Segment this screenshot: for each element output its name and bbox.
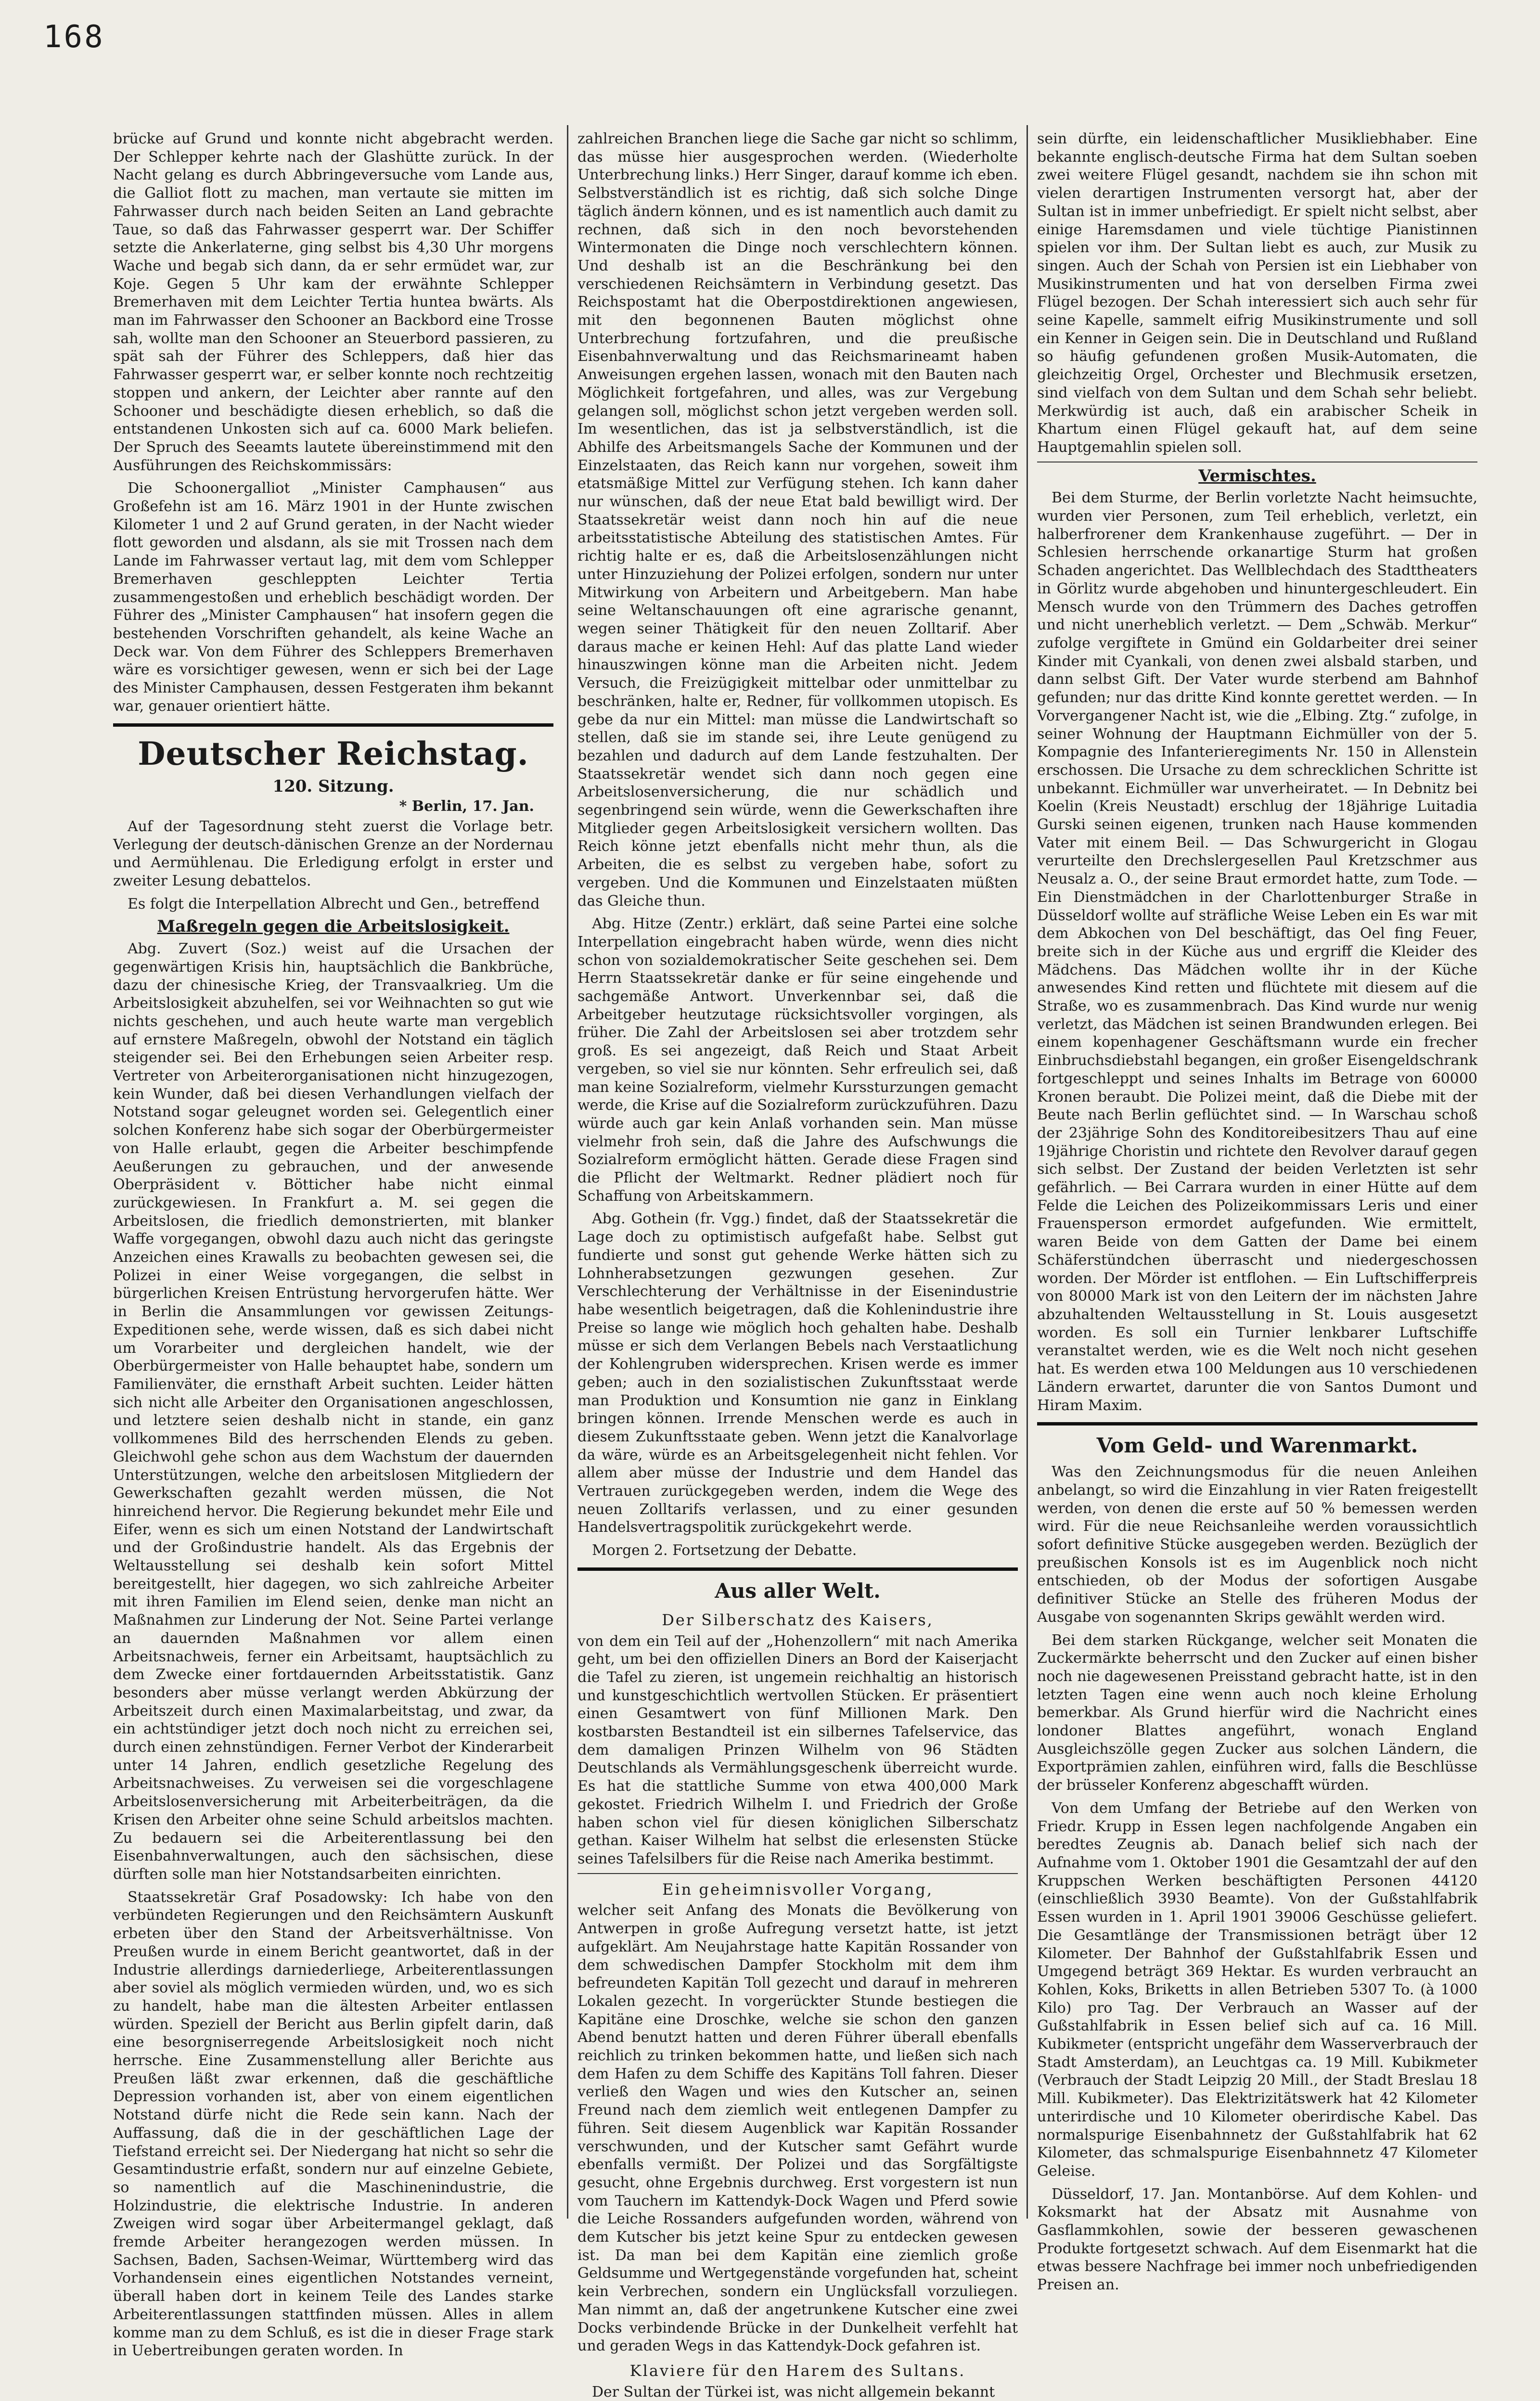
section-title-reichstag: Deutscher Reichstag. <box>138 734 529 772</box>
seeamt-verdict: Die Schoonergalliot „Minister Camphausen“ aus Großefehn ist am 16. März 1901 in der Hunte zwischen Kilometer 1 und 2 auf Grund geraten, in der Nacht wieder flott geworden und alsdann, als sie mit Trossen nach dem Lande im Fahrwasser vertaut lag, mit dem vom Schlepper Bremerhaven geschleppten Leichter Tertia zusammengestoßen und erheblich beschädigt worden. Der Führer des „Minister Camphausen“ hat insofern gegen die bestehenden Vorschriften gehandelt, als keine Wache an Deck war. Von dem Führer des Schleppers Bremerhaven wäre es vorsichtiger gewesen, wenn er sich bei der Lage des Minister Camphausen, dessen Festgeraten ihm bekannt war, genauer orientiert hätte. <box>113 480 553 715</box>
agenda-text: Auf der Tagesordnung steht zuerst die Vorlage betr. Verlegung der deutsch-dänischen Grenze an der Nordernau und Aermühlenau. Die Erledigung erfolgt in erster und zweiter Lesung debattelos. <box>113 818 553 890</box>
item-heading: Der Silberschatz des Kaisers, <box>662 1610 934 1629</box>
section-title-aus-aller-welt: Aus aller Welt. <box>715 1579 881 1603</box>
item-heading: Ein geheimnisvoller Vorgang, <box>662 1880 933 1899</box>
speech-hitze: Abg. Hitze (Zentr.) erklärt, daß seine Partei eine solche Interpellation eingebracht haben würde, wenn dies nicht schon von sozialdemokratischer Seite geschehen sei. Dem Herrn Staatssekretär danke er für seine eingehende und sachgemäße Antwort. Unverkennbar sei, daß die Arbeitgeber heutzutage rücksichtsvoller vorgingen, als früher. Die Zahl der Arbeitslosen sei aber trotzdem sehr groß. Es sei angezeigt, daß Reich und Staat Arbeit vergeben, so viel sie nur könnten. Sehr erfreulich sei, daß man keine Sozialreform, vielmehr Kurssturzungen gemacht werde, die Krise auf die Sozialreform zurückzuführen. Dazu würde auch gar kein Anlaß vorhanden sein. Man müsse vielmehr froh sein, daß die Jahre des Aufschwungs die Sozialreform ermöglicht hätten. Gerade diese Fragen sind die Pflicht der Weltmarkt. Redner plädiert noch für Schaffung von Arbeitskammern. <box>578 915 1018 1205</box>
article-text: zahlreichen Branchen liege die Sache gar nicht so schlimm, das müsse hier ausgesprochen werden. (Wiederholte Unterbrechung links.) Herr Singer, darauf komme ich eben. Selbstverständlich ist es richtig, daß sich solche Dinge täglich ändern können, und es ist namentlich auch damit zu rechnen, daß sich in den noch bevorstehenden Wintermonaten die Dinge noch verschlechtern können. Und deshalb ist an die Beschränkung bei den verschiedenen Reichsämtern in Verbindung gesetzt. Das Reichspostamt hat die Oberpostdirektionen angewiesen, mit den begonnenen Bauten möglichst ohne Unterbrechung fortzufahren, und die preußische Eisenbahnverwaltung und das Reichsmarineamt haben Anweisungen ergehen lassen, wonach mit den Bauten nach Möglichkeit fortgefahren, und alles, was zur Vergebung gelangen soll, möglichst schon jetzt vergeben werden soll. Im wesentlichen, das ist ja selbstverständlich, ist die Abhilfe des Arbeitsmangels Sache der Kommunen und der Einzelstaaten, das Reich kann nur vorgehen, soweit ihm etatsmäßige Mittel zur Verfügung stehen. Ich kann daher nur wünschen, daß der neue Etat bald bewilligt wird. Der Staatssekretär weist dann noch hin auf die neue arbeitsstatistische Abteilung des statistischen Amtes. Für richtig halte er es, daß die Arbeitslosenzählungen nicht unter Hinzuziehung der Polizei erfolgen, sondern nur unter Mitwirkung von Arbeitern und Arbeitgebern. Man habe seine Weltanschauungen oft eine agrarische genannt, wegen seiner Thätigkeit für den neuen Zolltarif. Aber daraus mache er keinen Hehl: Auf das platte Land wieder hinauszwingen könne man die Arbeiten nicht. Jedem Versuch, die Freizügigkeit mittelbar oder unmittelbar zu beschränken, halte er, Redner, für vollkommen utopisch. Es gebe da nur ein Mittel: man müsse die Landwirtschaft so stellen, daß sie im stande sei, ihre Leute genügend zu bezahlen und dadurch auf dem Lande festzuhalten. Der Staatssekretär wendet sich dann noch gegen eine Arbeitslosenversicherung, die nur schädlich und segenbringend sein würde, wenn die Gewerkschaften ihre Mitglieder gegen Arbeitslosigkeit versichern wollten. Das Reich könne jetzt ebenfalls nicht mehr thun, als die Arbeiten, die es selbst zu vergeben habe, sofort zu vergeben. Und die Kommunen und Einzelstaaten müßten das Gleiche thun. <box>578 130 1018 910</box>
article-text: brücke auf Grund und konnte nicht abgebracht werden. Der Schlepper kehrte nach der Glashütte zurück. In der Nacht gelang es durch Abbringeversuche vom Lande aus, die Galliot flott zu machen, man vertaute sie mitten im Fahrwasser durch nach beiden Seiten an Land gebrachte Taue, so daß das Fahrwasser gesperrt war. Der Schiffer setzte die Ankerlaterne, ging selbst bis 4,30 Uhr morgens Wache und begab sich dann, da er sehr ermüdet war, zur Koje. Gegen 5 Uhr kam der erwähnte Schlepper Bremerhaven mit dem Leichter Tertia huntea bwärts. Als man im Fahrwasser den Schooner an Backbord eine Trosse sah, wollte man den Schooner an Steuerbord passieren, zu spät sah der Führer des Schleppers, daß hier das Fahrwasser gesperrt war, er selber konnte noch rechtzeitig stoppen und ankern, der Leichter aber rannte auf den Schooner und beschädigte diesen erheblich, so daß die entstandenen Unkosten sich auf ca. 6000 Mark beliefen. Der Spruch des Seeamts lautete übereinstimmend mit den Ausführungen des Reichskommissärs: <box>113 130 553 474</box>
market-text: Düsseldorf, 17. Jan. Montanbörse. Auf dem Kohlen- und Koksmarkt hat der Absatz mit Ausnahme von Gasflammkohlen, sowie der besseren gewaschenen Produkte fortgesetzt schwach. Auf dem Eisenmarkt hat die etwas bessere Nachfrage bei immer noch unbefriedigenden Preisen an. <box>1037 2185 1477 2294</box>
speech-zuvert: Abg. Zuvert (Soz.) weist auf die Ursachen der gegenwärtigen Krisis hin, hauptsächlich die Bankbrüche, dazu der chinesische Krieg, der Transvaalkrieg. Um die Arbeitslosigkeit abzuhelfen, sei vor Weihnachten so gut wie nichts geschehen, und auch heute warte man vergeblich auf ernstere Maßregeln, obwohl der Notstand ein täglich steigender sei. Bei den Erhebungen seien Arbeiter resp. Vertreter von Arbeiterorganisationen nicht hinzugezogen, kein Wunder, daß bei diesen Verhandlungen vielfach der Notstand sogar geleugnet worden sei. Gelegentlich einer solchen Konferenz habe sich sogar der Oberbürgermeister von Halle erlaubt, gegen die Arbeiter beschimpfende Aeußerungen zu gebrauchen, und der anwesende Oberpräsident v. Bötticher habe nicht einmal zurückgewiesen. In Frankfurt a. M. sei gegen die Arbeitslosen, die friedlich demonstrierten, mit blanker Waffe vorgegangen, obwohl dazu auch nicht das geringste Anzeichen eines Krawalls zu beobachten gewesen sei, die Polizei in einer Weise vorgegangen, die selbst in bürgerlichen Kreisen Entrüstung hervorgerufen hätte. Wer in Berlin die Ansammlungen vor gewissen Zeitungs-Expeditionen sehe, werde wissen, daß es sich dabei nicht um Vorarbeiter und dergleichen handelt, wie der Oberbürgermeister von Halle behauptet habe, sondern um Familienväter, die ernsthaft Arbeit suchten. Leider hätten sich nicht alle Arbeiter den Organisationen angeschlossen, und letztere seien deshalb nicht in stande, ein ganz vollkommenes Bild des herrschenden Elends zu geben. Gleichwohl gehe schon aus dem Wachstum der dauernden Unterstützungen, welche den arbeitslosen Mitgliedern der Gewerkschaften gezahlt werden müssen, die Not hinreichend hervor. Die Regierung bekundet mehr Eile und Eifer, wenn es sich um einen Notstand der Landwirtschaft und der Großindustrie handelt. Als das Ergebnis der Weltausstellung sei deshalb kein sofort Mittel bereitgestellt, hier dagegen, wo sich zahlreiche Arbeiter mit ihren Familien im Elend seien, denke man nicht an Maßnahmen zur Linderung der Not. Seine Partei verlange an dauernden Maßnahmen vor allem einen Arbeitsnachweis, ferner ein Arbeitsamt, hauptsächlich zu dem Zwecke einer fortdauernden Arbeitsstatistik. Ganz besonders aber müsse verlangt werden Abkürzung der Arbeitszeit durch einen Maximalarbeitstag, und zwar, da ein achtstündiger jetzt doch noch nicht zu erreichen sei, durch einen zehnstündigen. Ferner Verbot der Kinderarbeit unter 14 Jahren, endlich gesetzliche Regelung des Arbeitsnachweises. Zu verweisen sei die vorgeschlagene Arbeitslosenversicherung mit Arbeiterbeiträgen, da die Krisen den Arbeiter ohne seine Schuld arbeitslos machten. Zu bedauern sei die Arbeiterentlassung bei den Eisenbahnverwaltungen, auch den sächsischen, diese dürften solle man hier Notstandsarbeiten einrichten. <box>113 940 553 1883</box>
section-rule <box>578 1567 1018 1571</box>
subheading-vermischtes: Vermischtes. <box>1198 466 1316 486</box>
market-text: Von dem Umfang der Betriebe auf den Werken von Friedr. Krupp in Essen legen nachfolgende Angaben ein beredtes Zeugnis ab. Danach belief sich nach der Aufnahme vom 1. Oktober 1901 die Gesamtzahl der auf den Kruppschen Werken beschäftigten Personen 44120 (einschließlich 3930 Beamte). Von der Gußstahlfabrik Essen wurden in 1. April 1901 39006 Geschüsse geliefert. Die Gesamtlänge der Transmissionen beträgt über 12 Kilometer. Der Bahnhof der Gußstahlfabrik Essen und Umgegend beträgt 369 Hektar. Es wurden verbraucht an Kohlen, Koks, Briketts in allen Betrieben 5307 To. (à 1000 Kilo) pro Tag. Der Verbrauch an Wasser auf der Gußstahlfabrik in Essen belief sich auf ca. 16 Mill. Kubikmeter (entspricht ungefähr dem Wasserverbrauch der Stadt Amsterdam), an Leuchtgas ca. 19 Mill. Kubikmeter (Verbrauch der Stadt Leipzig 20 Mill., der Stadt Breslau 18 Mill. Kubikmeter). Das Elektrizitätswerk hat 42 Kilometer unterirdische und 10 Kilometer oberirdische Kabel. Das normalspurige Eisenbahnnetz der Gußstahlfabrik hat 62 Kilometer, das schmalspurige Eisenbahnnetz 47 Kilometer Geleise. <box>1037 1799 1477 2180</box>
column-divider <box>1027 125 1028 2219</box>
section-title-geld-warenmarkt: Vom Geld- und Warenmarkt. <box>1096 1434 1418 1458</box>
item-text: welcher seit Anfang des Monats die Bevölkerung von Antwerpen in große Aufregung versetzt hatte, ist jetzt aufgeklärt. Am Neujahrstage hatte Kapitän Rossander von dem schwedischen Dampfer Stockholm mit dem ihm befreundeten Kapitän Toll gezecht und darauf in mehreren Lokalen gezecht. In vorgerückter Stunde bestiegen die Kapitäne eine Droschke, welche sie schon den ganzen Abend benutzt hatten und deren Führer überall ebenfalls reichlich zu trinken bekommen hatte, und ließen sich nach dem Hafen zu dem Schiffe des Kapitäns Toll fahren. Dieser verließ den Wagen und wies den Kutscher an, seinen Freund nach dem ziemlich weit entlegenen Dampfer zu führen. Seit diesem Augenblick war Kapitän Rossander verschwunden, und der Kutscher samt Gefährt wurde ebenfalls vermißt. Der Polizei und das Sorgfältigste gesucht, ohne Ergebnis durchweg. Erst vorgestern ist nun vom Tauchern im Kattendyk-Dock Wagen und Pferd sowie die Leiche Rossanders aufgefunden worden, während von dem Kutscher bis jetzt keine Spur zu entdecken gewesen ist. Da man bei dem Kapitän eine ziemlich große Geldsumme und Wertgegenstände vorgefunden hat, scheint kein Verbrechen, sondern ein Unglücksfall vorzuliegen. Man nimmt an, daß der angetrunkene Kutscher eine zwei Docks verbindende Brücke in der Dunkelheit verfehlt hat und geraden Wegs in das Kattendyk-Dock gefahren ist. <box>578 1902 1018 2355</box>
speech-posadowsky: Staatssekretär Graf Posadowsky: Ich habe von den verbündeten Regierungen und den Reichsämtern Auskunft erbeten über den Stand der Arbeitsverhältnisse. Von Preußen wurde in einem Bericht geantwortet, daß in der Industrie allerdings darniederliege, Arbeiterentlassungen aber soviel als möglich vermieden würden, und, wo es sich zu handelt, habe man die ältesten Arbeiter entlassen würden. Speziell der Bericht aus Berlin gipfelt darin, daß eine besorgniserregende Arbeitslosigkeit noch nicht herrsche. Eine Zusammenstellung aller Berichte aus Preußen läßt zwar erkennen, daß die geschäftliche Depression vorhanden ist, aber von einem eigentlichen Notstand dürfe nicht die Rede sein kann. Nach der Auffassung, daß die in der geschäftlichen Lage der Tiefstand erreicht sei. Der Niedergang hat nicht so sehr die Gesamtindustrie erfaßt, sondern nur auf einzelne Gebiete, so namentlich auf die Maschinenindustrie, die Holzindustrie, die elektrische Industrie. In anderen Zweigen wird sogar über Arbeitermangel geklagt, daß fremde Arbeiter herangezogen werden müssen. In Sachsen, Baden, Sachsen-Weimar, Württemberg wird das Vorhandensein eines eigentlichen Notstandes verneint, überall haben dort in keinem Teile des Landes starke Arbeiterentlassungen stattfinden müssen. Alles in allem komme man zu dem Schluß, es ist die in dieser Frage stark in Uebertreibungen geraten worden. In <box>113 1888 553 2360</box>
item-text: Der Sultan der Türkei ist, was nicht allgemein bekannt <box>592 2383 995 2401</box>
vermischtes-text: Bei dem Sturme, der Berlin vorletzte Nacht heimsuchte, wurden vier Personen, zum Teil erheblich, verletzt, ein halberfrorener dem Krankenhause zugeführt. — Der in Schlesien herrschende orkanartige Sturm hat großen Schaden angerichtet. Das Wellblechdach des Stadttheaters in Görlitz wurde abgehoben und hinuntergeschleudert. Ein Mensch wurde von den Trümmern des Daches getroffen und nicht unerheblich verletzt. — Dem „Schwäb. Merkur“ zufolge vergiftete in Gmünd ein Goldarbeiter drei seiner Kinder mit Cyankali, von denen zwei alsbald starben, und dann selbst Gift. Der Vater wurde sterbend am Bahnhof gefunden; nur das dritte Kind konnte gerettet werden. — In Vorvergangener Nacht ist, wie die „Elbing. Ztg.“ zufolge, in seiner Wohnung der Hauptmann Eichmüller von der 5. Kompagnie des Infanterieregiments Nr. 150 in Allenstein erschossen. Die Ursache zu dem schrecklichen Schritte ist unbekannt. Eichmüller war unverheiratet. — In Debnitz bei Koelin (Kreis Neustadt) erschlug der 18jährige Luitadia Gurski seinen eigenen, trunken nach Hause kommenden Vater mit einem Beil. — Das Schwurgericht in Glogau verurteilte den Drechslergesellen Paul Kretzschmer aus Neusalz a. O., der seine Braut ermordet hatte, zum Tode. — Ein Dienstmädchen in der Charlottenburger Straße in Düsseldorf wollte auf sträfliche Weise Leben ein Es war mit dem Abkochen von Del beschäftigt, das Oel fing Feuer, breite sich in der Küche aus und ergriff die Kleider des Mädchens. Das Mädchen wollte ihr in der Küche anwesendes Kind retten und flüchtete mit diesem auf die Straße, wo es zusammenbrach. Das Kind wurde nur wenig verletzt, das Mädchen ist seinen Brandwunden erlegen. Bei einem kopenhagener Geschäftsmann wurde ein frecher Einbruchsdiebstahl begangen, ein großer Eisengeldschrank fortgeschleppt und seines Inhalts im Betrage von 60000 Kronen beraubt. Die Polizei meint, daß die Diebe mit der Beute nach Berlin geflüchtet sind. — In Warschau schoß der 23jährige Sohn des Konditoreibesitzers Thau auf eine 19jährige Choristin und richtete den Revolver darauf gegen sich selbst. Der Zustand der beiden Verletzten ist sehr gefährlich. — Bei Carrara wurden in einer Hütte auf dem Felde die Leichen des Polizeikommissars Leris und einer Frauensperson ermordet aufgefunden. Wie ermittelt, waren Beide von dem Gatten der Dame bei einem Schäferstündchen überrascht und niedergeschossen worden. Der Mörder ist entflohen. — Ein Luftschifferpreis von 80000 Mark ist von den Leitern der im nächsten Jahre abzuhaltenden Weltausstellung in St. Louis ausgesetzt worden. Es soll ein Turnier lenkbarer Luftschiffe veranstaltet werden, wie es die Welt noch nicht gesehen hat. Es werden etwa 100 Meldungen aus 10 verschiedenen Ländern erwartet, darunter die von Santos Dumont und Hiram Maxim. <box>1037 489 1477 1414</box>
speech-gothein: Abg. Gothein (fr. Vgg.) findet, daß der Staatssekretär die Lage doch zu optimistisch aufgefaßt habe. Selbst gut fundierte und sonst gut gehende Werke hätten sich zu Lohnherabsetzungen gezwungen gesehen. Zur Verschlechterung der Verhältnisse in der Eisenindustrie habe wesentlich beigetragen, daß die Kohlenindustrie ihre Preise so lange wie möglich hoch gehalten habe. Deshalb müsse er sich dem Verlangen Bebels nach Verstaatlichung der Kohlengruben widersprechen. Krisen werde es immer geben; auch in den sozialistischen Zukunftsstaat werde man Produktion und Konsumtion nie ganz in Einklang bringen können. Irrende Menschen werde es auch in diesem Zukunftsstaate geben. Wenn jetzt die Kanalvorlage da wäre, würde es an Arbeitsgelegenheit nicht fehlen. Vor allem aber müsse der Industrie und dem Handel das Vertrauen zurückgegeben werden, indem die Wege des neuen Zolltarifs verlassen, und zu einer gesunden Handelsvertragspolitik zurückgekehrt werde. <box>578 1210 1018 1536</box>
market-text: Bei dem starken Rückgange, welcher seit Monaten die Zuckermärkte beherrscht und den Zucker auf einen bisher noch nie dagewesenen Preisstand gebracht hatte, ist in den letzten Tagen eine wenn auch noch kleine Erholung bemerkbar. Als Grund hierfür wird die Nachricht eines londoner Blattes angeführt, wonach England Ausgleichszölle gegen Zucker aus solchen Ländern, die Exportprämien zahlen, einführen wird, falls die Beschlüsse der brüsseler Konferenz abgeschafft würden. <box>1037 1631 1477 1794</box>
page-number: 168 <box>43 19 105 55</box>
market-text: Was den Zeichnungsmodus für die neuen Anleihen anbelangt, so wird die Einzahlung in vier Raten freigestellt werden, von denen die erste auf 50 % bemessen werden wird. Für die neue Reichsanleihe werden voraussichtlich sofort definitive Stücke ausgegeben werden. Bezüglich der preußischen Konsols ist es im Augenblick noch nicht entschieden, ob der Modus der sofortigen Ausgabe definitiver Stücke an Stelle des früheren Modus der Ausgabe von sogenannten Skrips gewählt werden wird. <box>1037 1464 1477 1626</box>
dateline: * Berlin, 17. Jan. <box>399 798 534 815</box>
interpellation-text: Es folgt die Interpellation Albrecht und Gen., betreffend <box>128 895 540 912</box>
session-number: 120. Sitzung. <box>272 776 394 796</box>
column-2 <box>578 130 1018 2401</box>
item-divider <box>578 1873 1018 1874</box>
section-rule <box>113 723 553 727</box>
column-divider <box>567 125 568 2219</box>
next-session-note: Morgen 2. Fortsetzung der Debatte. <box>592 1542 857 1559</box>
item-heading: Klaviere für den Harem des Sultans. <box>629 2361 966 2380</box>
subheading-arbeitslosigkeit: Maßregeln gegen die Arbeitslosigkeit. <box>157 917 510 937</box>
column-1 <box>113 130 553 2360</box>
article-text: sein dürfte, ein leidenschaftlicher Musikliebhaber. Eine bekannte englisch-deutsche Firma hat dem Sultan soeben zwei weitere Flügel gesandt, nachdem sie ihn schon mit vielen derartigen Instrumenten versorgt hat, aber der Sultan ist in immer unbefriedigt. Er spielt nicht selbst, aber einige Haremsdamen und viele tüchtige Pianistinnen spielen vor ihm. Der Sultan liebt es auch, zur Musik zu singen. Auch der Schah von Persien ist ein Liebhaber von Musikinstrumenten und hat von derselben Firma zwei Flügel bezogen. Der Schah interessiert sich auch sehr für seine Kapelle, sammelt eifrig Musikinstrumente und soll ein Kenner in Geigen sein. Die in Deutschland und Rußland so häufig gefundenen großen Musik-Automaten, die gleichzeitig Orgel, Orchester und Blechmusik ersetzen, sind vielfach von dem Sultan und dem Schah sehr beliebt. Merkwürdig ist auch, daß ein arabischer Scheik in Khartum einen Flügel gekauft hat, auf dem seine Hauptgemahlin spielen soll. <box>1037 130 1477 456</box>
item-text: von dem ein Teil auf der „Hohenzollern“ mit nach Amerika geht, um bei den offiziellen Diners an Bord der Kaiserjacht die Tafel zu zieren, ist ungemein reichhaltig an historisch und kunstgeschichtlich wertvollen Stücken. Er präsentiert einen Gesamtwert von fünf Millionen Mark. Den kostbarsten Bestandteil ist ein silbernes Tafelservice, das dem damaligen Prinzen Wilhelm von 96 Städten Deutschlands als Vermählungsgeschenk überreicht wurde. Es hat die stattliche Summe von etwa 400,000 Mark gekostet. Friedrich Wilhelm I. und Friedrich der Große haben schon viel für diesen königlichen Silberschatz gethan. Kaiser Wilhelm hat selbst die erlesensten Stücke seines Tafelsilbers für die Reise nach Amerika bestimmt. <box>578 1632 1018 1867</box>
section-rule <box>1037 1422 1477 1425</box>
column-3 <box>1037 130 1477 2294</box>
